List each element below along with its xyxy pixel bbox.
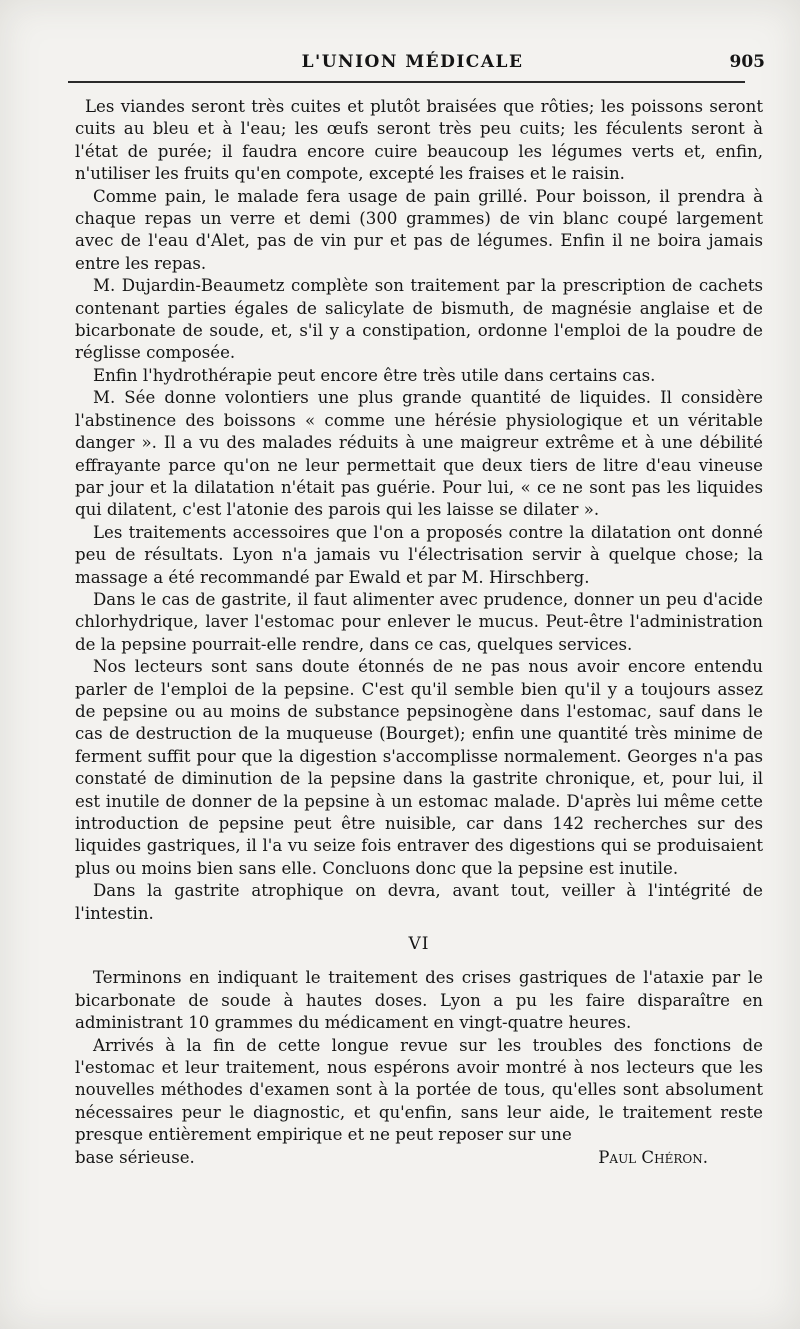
- page-number: 905: [729, 52, 765, 72]
- paragraph: Les traitements accessoires que l'on a proposés contre la dilatation ont donné peu de résultats. Lyon n'a jamais vu l'électrisation servir à quelque chose; la massage a été recommandé par Ewald et par M. Hirschberg.: [75, 522, 763, 587]
- closing-line: [75, 1147, 763, 1169]
- paragraph: Arrivés à la fin de cette longue revue sur les troubles des fonctions de l'estomac et leur traitement, nous espérons avoir montré à nos lecteurs que les nouvelles méthodes d'examen sont à la portée de tous, qu'elles sont absolument nécessaires peur le diagnostic, et qu'enfin, sans leur aide, le traitement reste presque entièrement empirique et ne peut reposer sur une: [75, 1035, 763, 1145]
- paragraph: Dans le cas de gastrite, il faut alimenter avec prudence, donner un peu d'acide chlorhydrique, laver l'estomac pour enlever le mucus. Peut-être l'administration de la pepsine pourrait-elle rendre, dans ce cas, quelques services.: [75, 589, 763, 654]
- running-title: L'UNION MÉDICALE: [301, 52, 524, 72]
- closing-text: base sérieuse.: [75, 1147, 195, 1167]
- paragraph: Enfin l'hydrothérapie peut encore être très utile dans certains cas.: [93, 365, 656, 385]
- section-heading: VI: [408, 934, 430, 955]
- header-rule: [68, 81, 745, 83]
- paragraph: M. Dujardin-Beaumetz complète son traitement par la prescription de cachets contenant parties égales de salicylate de bismuth, de magnésie anglaise et de bicarbonate de soude, et, s'il y a constipation, ordonne l'emploi de la poudre de réglisse composée.: [75, 276, 763, 363]
- paragraph: Comme pain, le malade fera usage de pain grillé. Pour boisson, il prendra à chaque repas un verre et demi (300 grammes) de vin blanc coupé largement avec de l'eau d'Alet, pas de vin pur et pas de légumes. Enfin il ne boira jamais entre les repas.: [75, 186, 763, 273]
- paragraph: Les viandes seront très cuites et plutôt braisées que rôties; les poissons seront cuits au bleu et à l'eau; les œufs seront très peu cuits; les féculents seront à l'état de purée; il faudra encore cuire beaucoup les légumes verts et, enfin, n'utiliser les fruits qu'en compote, excepté les fraises et le raisin.: [75, 97, 763, 184]
- paragraph: Nos lecteurs sont sans doute étonnés de ne pas nous avoir encore entendu parler de l'emploi de la pepsine. C'est qu'il semble bien qu'il y a toujours assez de pepsine ou au moins de substance pepsinogène dans l'estomac, sauf dans le cas de destruction de la muqueuse (Bourget); enfin une quantité très minime de ferment suffit pour que la digestion s'accomplisse normalement. Georges n'a pas constaté de diminution de la pepsine dans la gastrite chronique, et, pour lui, il est inutile de donner de la pepsine à un estomac malade. D'après lui même cette introduction de pepsine peut être nuisible, car dans 142 recherches sur des liquides gastriques, il l'a vu seize fois entraver des digestions qui se produisaient plus ou moins bien sans elle. Concluons donc que la pepsine est inutile.: [75, 657, 763, 878]
- paragraph: Dans la gastrite atrophique on devra, avant tout, veiller à l'intégrité de l'intestin.: [75, 881, 763, 923]
- paragraph: M. Sée donne volontiers une plus grande quantité de liquides. Il considère l'abstinence des boissons « comme une hérésie physiologique et un véritable danger ». Il a vu des malades réduits à une maigreur extrême et à une débilité effrayante parce qu'on ne leur permettait que deux tiers de litre d'eau vineuse par jour et la dilatation n'était pas guérie. Pour lui, « ce ne sont pas les liquides qui dilatent, c'est l'atonie des parois qui les laisse se dilater ».: [75, 388, 763, 520]
- page-header: [60, 46, 765, 86]
- paragraph: Terminons en indiquant le traitement des crises gastriques de l'ataxie par le bicarbonate de soude à hautes doses. Lyon a pu les faire disparaître en administrant 10 grammes du médicament en vingt-quatre heures.: [75, 968, 763, 1033]
- article-body: [75, 96, 763, 1169]
- author-signature: Paul Chéron.: [598, 1147, 708, 1167]
